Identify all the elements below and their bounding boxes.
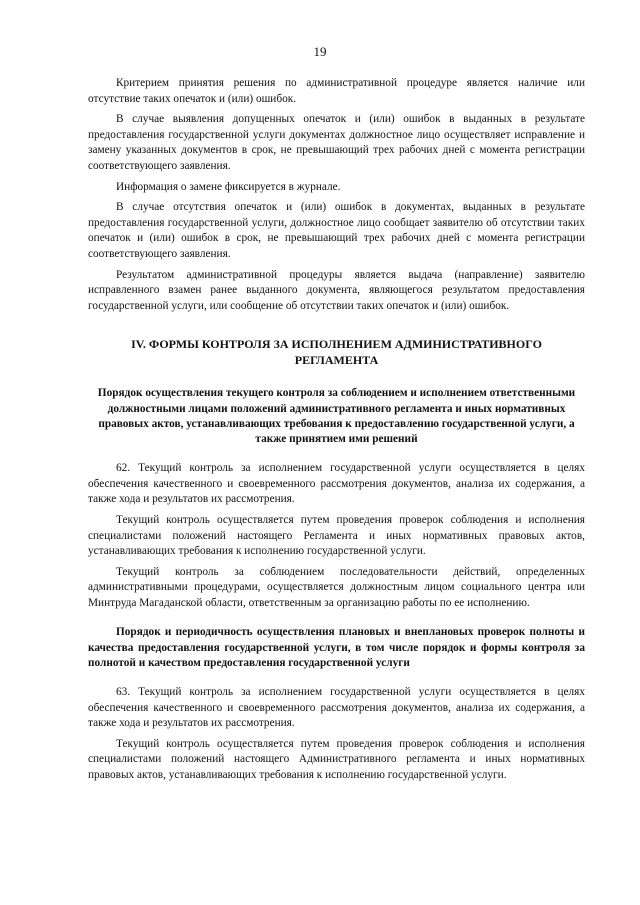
paragraph: 63. Текущий контроль за исполнением государственной услуги осуществляется в целях обеспечения качественного и своевременного рассмотрения документов, анализа их содержания, а также хода и результатов их рассмотрения. (88, 686, 585, 730)
page-number: 19 (313, 44, 327, 59)
subheading-inspections: Порядок и периодичность осуществления плановых и внеплановых проверок полноты и качества предоставления государственной услуги, в том числе порядок и формы контроля за полнотой и качеством предоставления государственной услуги (88, 626, 585, 669)
paragraph: Текущий контроль осуществляется путем проведения проверок соблюдения и исполнения специалистами положений настоящего Регламента и иных нормативных правовых актов, устанавливающих требования к исполнению государственной услуги. (88, 513, 585, 558)
document-body (88, 76, 585, 789)
paragraph: В случае отсутствия опечаток и (или) ошибок в документах, выданных в результате предоставления государственной услуги, должностное лицо сообщает заявителю об отсутствии таких опечаток и (или) ошибок в срок, не превышающий трех рабочих дней с момента регистрации соответствующего заявления. (88, 201, 585, 260)
section-title: IV. ФОРМЫ КОНТРОЛЯ ЗА ИСПОЛНЕНИЕМ АДМИНИСТРАТИВНОГО РЕГЛАМЕНТА (131, 337, 542, 368)
subheading-current-control: Порядок осуществления текущего контроля за соблюдением и исполнением ответственными должностными лицами положений административного регламента и иных нормативных правовых актов, устанавливающих требования к предоставлению государственной услуги, а также принятием ими решений (97, 387, 576, 445)
paragraph: 62. Текущий контроль за исполнением государственной услуги осуществляется в целях обеспечения качественного и своевременного рассмотрения документов, анализа их содержания, а также хода и результатов их рассмотрения. (88, 462, 585, 506)
paragraph: Информация о замене фиксируется в журнале. (116, 180, 341, 193)
paragraph: Критерием принятия решения по административной процедуре является наличие или отсутствие таких опечаток и (или) ошибок. (88, 77, 585, 105)
paragraph: Текущий контроль за соблюдением последовательности действий, определенных административными процедурами, осуществляется должностным лицом социального центра или Минтруда Магаданской области, ответственным за организацию работы по ее исполнению. (88, 565, 585, 609)
paragraph: Текущий контроль осуществляется путем проведения проверок соблюдения и исполнения специалистами положений настоящего Административного регламента и иных нормативных правовых актов, устанавливающих требования к исполнению государственной услуги. (88, 737, 585, 782)
paragraph: В случае выявления допущенных опечаток и (или) ошибок в выданных в результате предоставления государственной услуги документах должностное лицо осуществляет исправление и замену указанных документов в срок, не превышающий трех рабочих дней с момента регистрации соответствующего заявления. (88, 113, 585, 172)
paragraph: Результатом административной процедуры является выдача (направление) заявителю исправленного взамен ранее выданного документа, являющегося результатом предоставления государственной услуги, или сообщение об отсутствии таких опечаток и (или) ошибок. (88, 268, 585, 312)
